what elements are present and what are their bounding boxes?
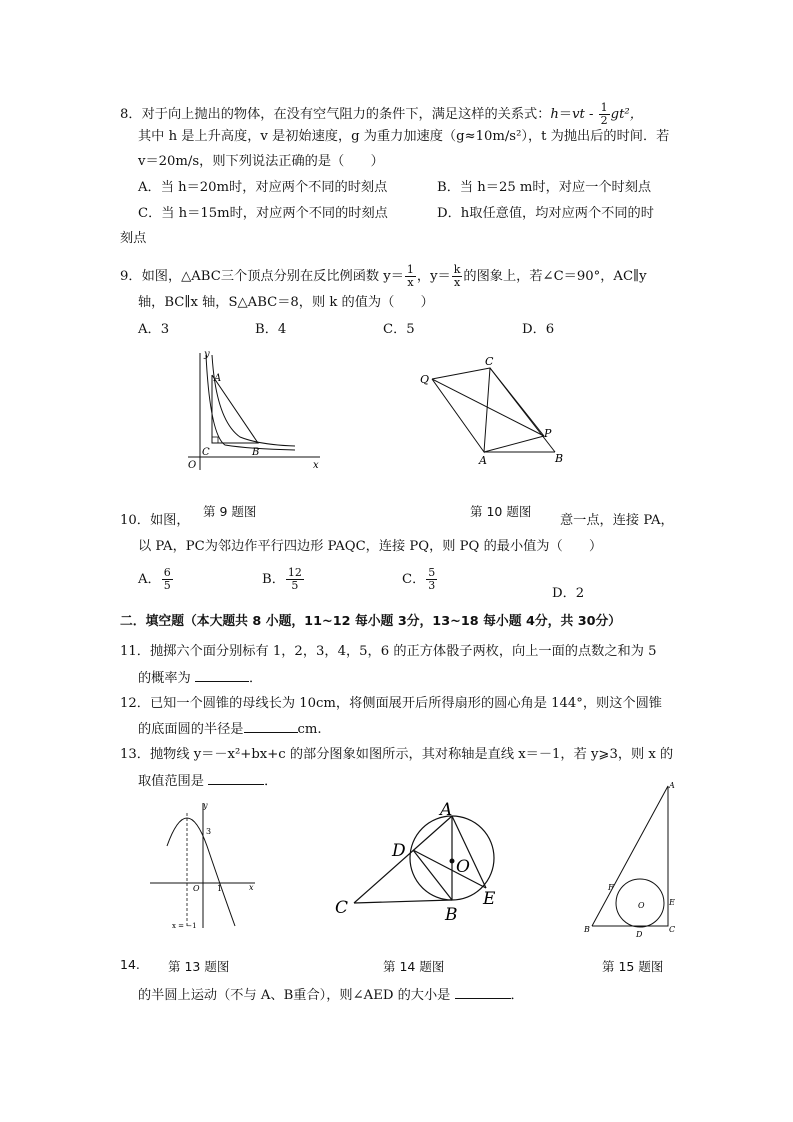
fig13-label-3: 3 bbox=[206, 827, 212, 836]
fig14-label-e: E bbox=[483, 889, 496, 909]
q14-answer-blank[interactable] bbox=[455, 986, 511, 999]
q9-option-a: A．3 bbox=[138, 322, 170, 337]
q13-answer-blank[interactable] bbox=[208, 772, 264, 785]
q8-frac-top: 1 bbox=[600, 101, 608, 114]
q8-formula-h: h bbox=[550, 107, 559, 122]
q8-option-c: C．当 h＝15m时，对应两个不同的时刻点 bbox=[138, 206, 388, 221]
fig15-label-b: B bbox=[584, 925, 590, 934]
q13-period: ． bbox=[264, 774, 278, 789]
q12-line1: 12．已知一个圆锥的母线长为 10cm，将侧面展开后所得扇形的圆心角是 144°，则这个圆锥 bbox=[120, 696, 662, 711]
q12-unit: cm. bbox=[297, 722, 322, 737]
fig14-db bbox=[413, 850, 452, 900]
fig15-caption: 第 15 题图 bbox=[602, 959, 664, 974]
q10-opt-a-top: 6 bbox=[163, 566, 171, 579]
fig10-caption: 第 10 题图 bbox=[470, 504, 532, 519]
q14-period: ． bbox=[510, 988, 524, 1003]
q10-line1-start: 10．如图， bbox=[120, 513, 190, 528]
fig15-label-e: E bbox=[669, 898, 675, 907]
fig9-curve-large bbox=[212, 355, 295, 446]
q10-option-a-fraction bbox=[162, 567, 173, 592]
section-2-title: 二．填空题（本大题共 8 小题，11~12 每小题 3分，13~18 每小题 4分，共 30分） bbox=[120, 614, 622, 629]
fig9-caption: 第 9 题图 bbox=[203, 504, 257, 519]
q10-opt-c-top: 5 bbox=[428, 566, 436, 579]
q14-text: 的半圆上运动（不与 A、B重合），则∠AED 的大小是 bbox=[138, 988, 451, 1003]
q11-line1: 11．抛掷六个面分别标有 1，2，3，4，5，6 的正方体骰子两枚，向上一面的点数之和为 5 bbox=[120, 644, 657, 659]
fig10-label-b: B bbox=[555, 452, 564, 465]
q8-option-a: A．当 h＝20m时，对应两个不同的时刻点 bbox=[138, 180, 388, 195]
q8-option-d: D．h取任意值，均对应两个不同的时 bbox=[437, 206, 654, 221]
q10-opt-c-bot: 3 bbox=[428, 579, 436, 592]
q9-text-a: 9．如图，△ABC三个顶点分别在反比例函数 y＝ bbox=[120, 269, 404, 284]
fig13-parabola bbox=[167, 818, 235, 926]
q10-opt-b-bot: 5 bbox=[291, 579, 299, 592]
q10-option-c bbox=[402, 567, 438, 592]
q9-option-b: B．4 bbox=[255, 322, 287, 337]
q12-answer-blank[interactable] bbox=[244, 720, 298, 733]
figure-10 bbox=[415, 352, 575, 467]
q10-opt-b-top: 12 bbox=[287, 566, 302, 579]
q11-answer-blank[interactable] bbox=[195, 669, 249, 682]
q9-text-c: 的图象上，若∠C＝90°，AC∥y bbox=[463, 269, 647, 284]
q9-fraction-1 bbox=[405, 264, 416, 289]
q11-period: ． bbox=[248, 671, 263, 686]
q14-line2 bbox=[138, 986, 524, 1005]
fig9-label-x: x bbox=[313, 460, 319, 471]
q9-frac1-top: 1 bbox=[406, 263, 414, 276]
fig15-label-c: C bbox=[669, 925, 676, 934]
fig15-label-a: A bbox=[669, 781, 675, 790]
q11-text: 的概率为 bbox=[138, 671, 191, 686]
q9-line2: 轴，BC∥x 轴，S△ABC＝8，则 k 的值为（ ） bbox=[138, 295, 434, 310]
q8-line2: 其中 h 是上升高度，v 是初始速度，g 为重力加速度（g≈10m/s²），t 为抛出后的时间．若 bbox=[138, 129, 670, 144]
q9-frac1-bot: x bbox=[407, 276, 414, 289]
q10-option-a-label: A． bbox=[138, 572, 161, 587]
fig10-triangle-qca bbox=[432, 368, 490, 452]
q8-formula-eq: ＝ bbox=[558, 107, 573, 122]
q14-number: 14. bbox=[120, 957, 140, 972]
q10-line2: 以 PA，PC为邻边作平行四边形 PAQC，连接 PQ，则 PQ 的最小值为（ ） bbox=[138, 539, 603, 554]
q9-fraction-2 bbox=[452, 264, 463, 289]
fig9-right-angle bbox=[212, 437, 218, 443]
q8-formula-gt2: gt²， bbox=[610, 107, 643, 122]
q8-text: 8．对于向上抛出的物体，在没有空气阻力的条件下，满足这样的关系式： bbox=[120, 107, 551, 122]
q11-line2 bbox=[138, 669, 262, 688]
q13-line2 bbox=[138, 772, 277, 791]
q10-option-b bbox=[262, 567, 305, 592]
fig15-label-d: D bbox=[636, 930, 643, 939]
fig15-label-f: F bbox=[608, 883, 614, 892]
fig14-label-a: A bbox=[440, 800, 453, 820]
q9-option-d: D．6 bbox=[522, 322, 555, 337]
q9-option-c: C．5 bbox=[383, 322, 415, 337]
figure-13 bbox=[145, 798, 260, 933]
fig9-label-b: B bbox=[252, 447, 260, 458]
q12-line2 bbox=[138, 720, 322, 739]
q8-line3: v＝20m/s，则下列说法正确的是（ ） bbox=[138, 154, 384, 169]
figure-15 bbox=[580, 780, 685, 940]
fig14-label-o: O bbox=[456, 857, 470, 877]
fig10-ap bbox=[484, 436, 544, 452]
q10-option-a bbox=[138, 567, 174, 592]
q8-frac-bot: 2 bbox=[600, 114, 608, 127]
fig9-label-o: O bbox=[188, 460, 197, 471]
fig9-label-a: A bbox=[214, 373, 222, 384]
fig15-label-o: O bbox=[638, 901, 645, 910]
fig9-label-y: y bbox=[204, 349, 210, 360]
q10-line1-end: 意一点，连接 PA， bbox=[560, 513, 674, 528]
fig13-label-y: y bbox=[203, 801, 208, 810]
fig13-label-o: O bbox=[193, 884, 200, 893]
q10-option-c-label: C． bbox=[402, 572, 426, 587]
fig13-caption: 第 13 题图 bbox=[168, 959, 230, 974]
fig14-cb bbox=[354, 900, 452, 903]
q8-formula-vt: vt bbox=[572, 107, 585, 122]
q8-formula-minus: - bbox=[584, 107, 598, 122]
q9-line1 bbox=[120, 264, 647, 289]
fig14-caption: 第 14 题图 bbox=[383, 959, 445, 974]
fig14-center-point bbox=[450, 859, 455, 864]
fig10-qp bbox=[432, 379, 544, 436]
fig15-triangle bbox=[592, 786, 668, 926]
q13-line1: 13．抛物线 y＝－x²+bx+c 的部分图象如图所示，其对称轴是直线 x＝－1，若 y⩾3，则 x 的 bbox=[120, 747, 674, 762]
fig14-label-d: D bbox=[392, 841, 406, 861]
q8-formula-fraction bbox=[599, 102, 610, 127]
fig10-label-q: Q bbox=[420, 373, 430, 386]
fig9-label-c: C bbox=[202, 447, 210, 458]
fig14-label-b: B bbox=[445, 905, 458, 925]
fig10-label-a: A bbox=[479, 454, 487, 467]
q10-option-c-fraction bbox=[426, 567, 437, 592]
q8-option-b: B．当 h＝25 m时，对应一个时刻点 bbox=[437, 180, 652, 195]
q10-option-d: D．2 bbox=[552, 586, 585, 601]
q10-option-b-label: B． bbox=[262, 572, 285, 587]
q10-opt-a-bot: 5 bbox=[163, 579, 171, 592]
fig13-label-1: 1 bbox=[217, 884, 223, 893]
q8-option-d-cont: 刻点 bbox=[120, 231, 147, 246]
figure-9 bbox=[180, 345, 330, 475]
fig10-label-p: P bbox=[544, 427, 552, 440]
fig14-de bbox=[413, 850, 486, 888]
fig14-label-c: C bbox=[335, 898, 349, 918]
fig13-label-x: x bbox=[249, 883, 254, 892]
figure-14 bbox=[330, 800, 510, 925]
q9-frac2-top: k bbox=[453, 263, 461, 276]
q9-text-b: ，y＝ bbox=[416, 269, 451, 284]
fig10-label-c: C bbox=[485, 355, 494, 368]
q9-frac2-bot: x bbox=[453, 276, 461, 289]
q12-text: 的底面圆的半径是 bbox=[138, 722, 244, 737]
q10-option-b-fraction bbox=[286, 567, 304, 592]
q13-text: 取值范围是 bbox=[138, 774, 204, 789]
fig13-label-axis: x = −1 bbox=[172, 922, 197, 930]
q8-line1 bbox=[120, 102, 643, 127]
